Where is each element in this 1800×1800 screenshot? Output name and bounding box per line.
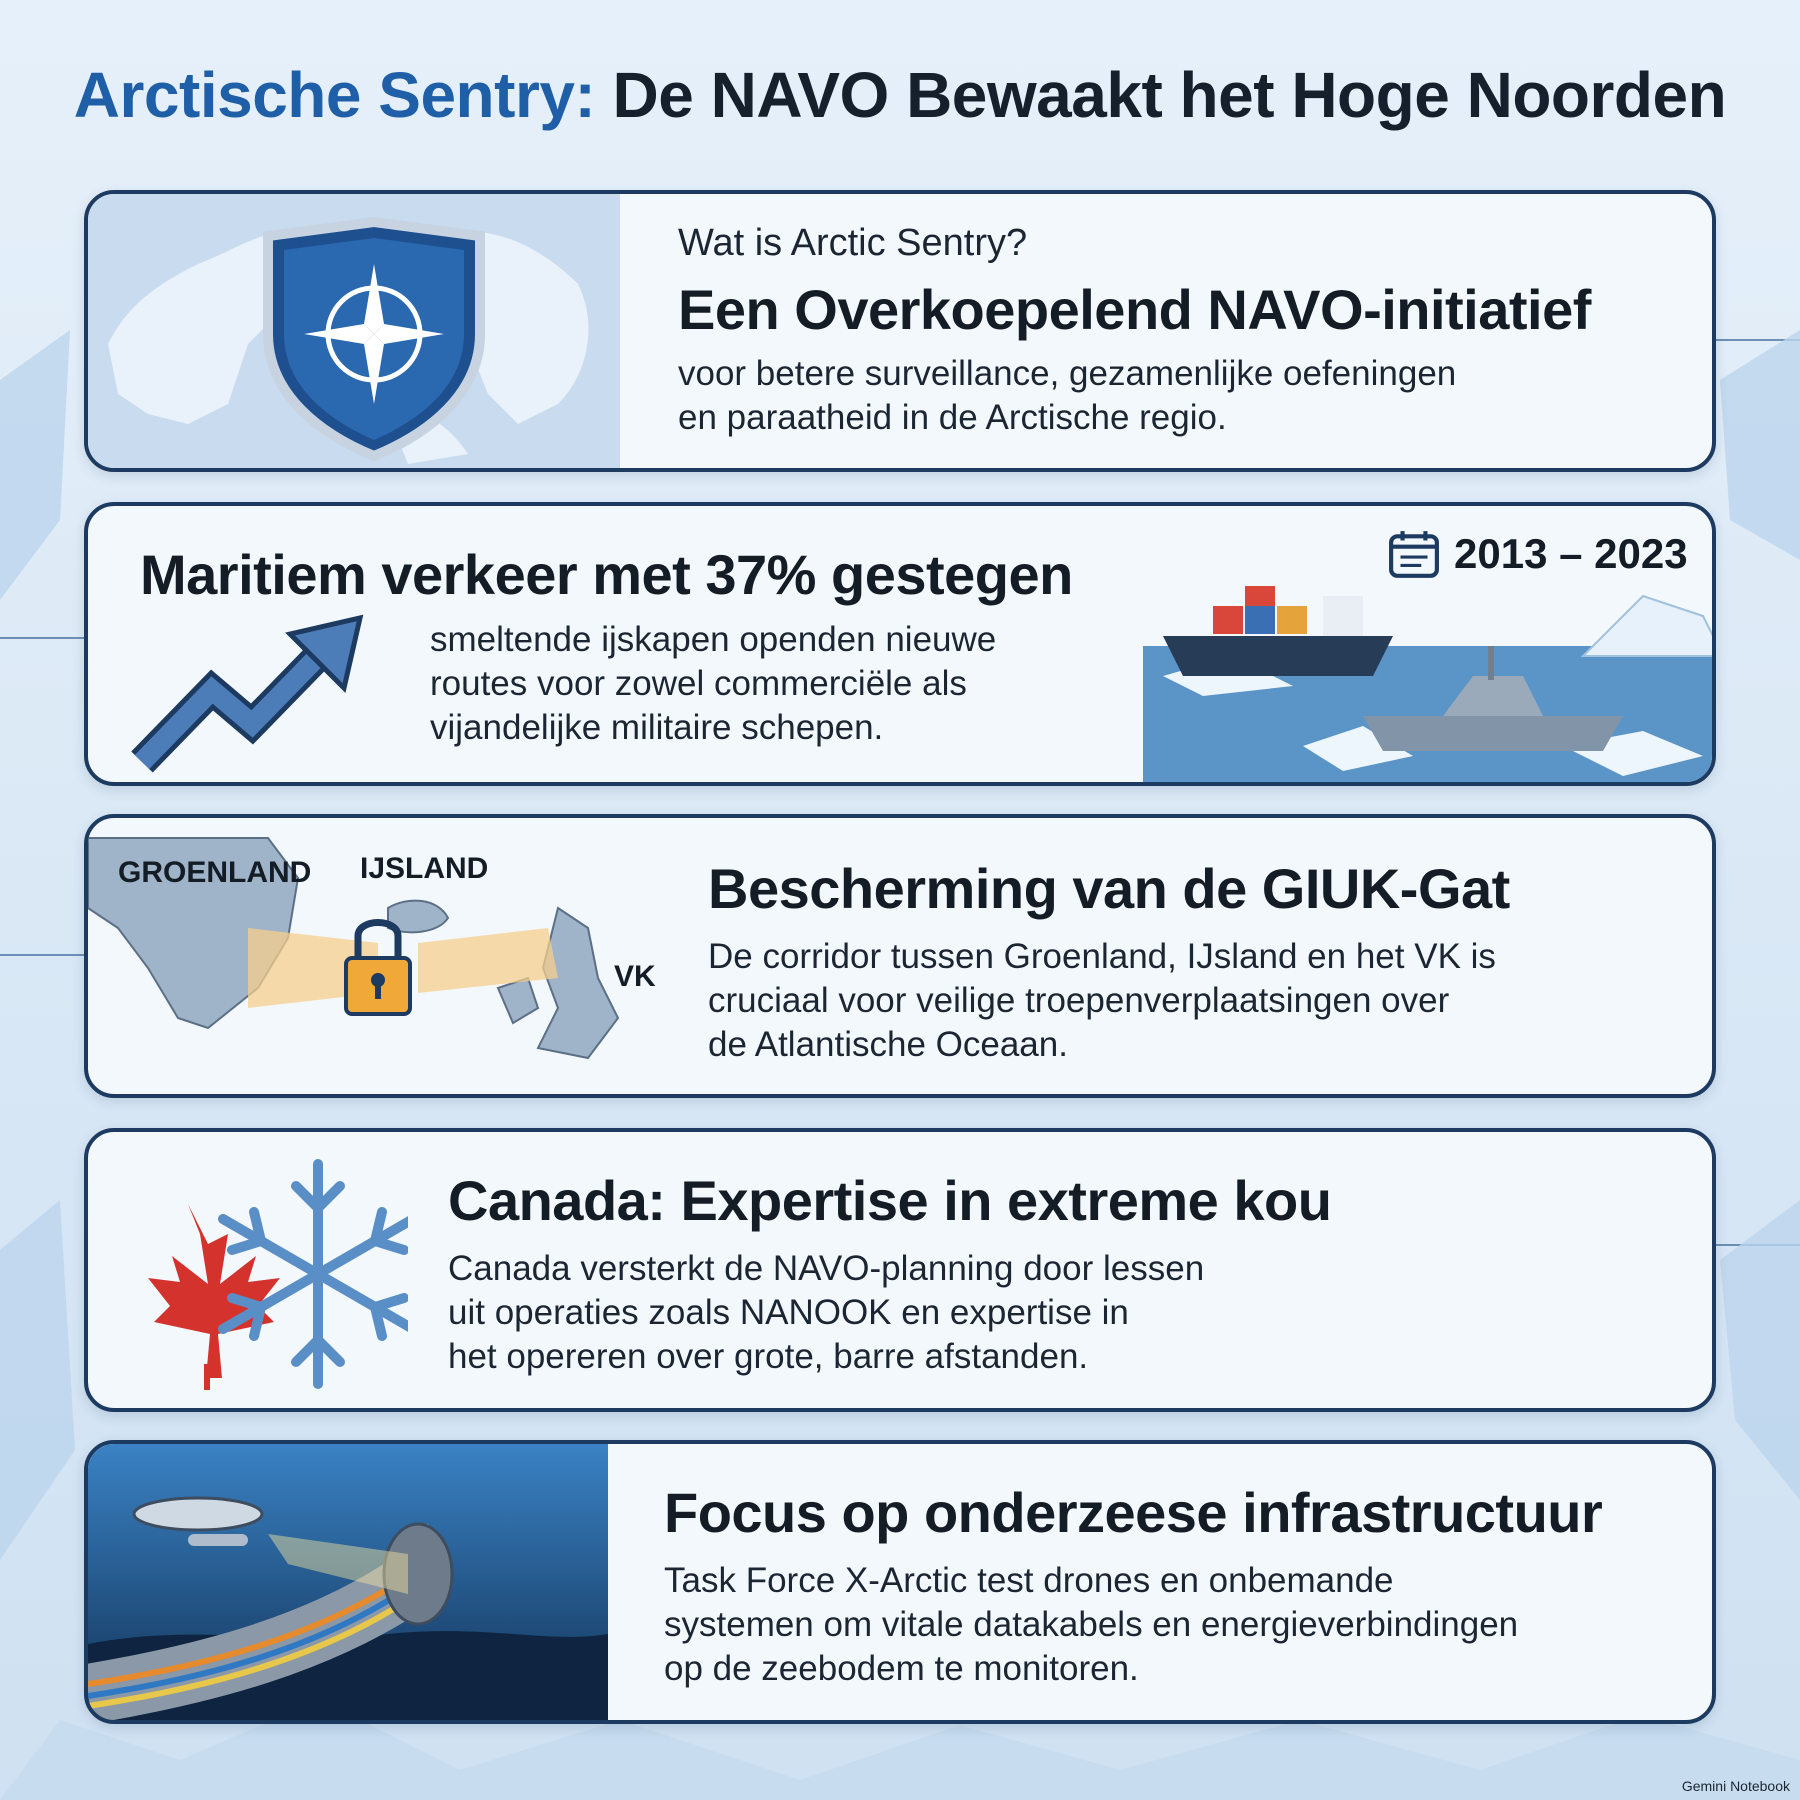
date-range: 2013 – 2023 <box>1454 530 1688 577</box>
card-body-line: systemen om vitale datakabels en energieverbindingen <box>664 1604 1519 1644</box>
card-body-line: het opereren over grote, barre afstanden. <box>448 1336 1089 1376</box>
card-maritime-traffic <box>84 502 1716 786</box>
nato-shield-icon <box>88 194 620 468</box>
card-canada-expertise <box>84 1128 1716 1412</box>
map-label-iceland: IJSLAND <box>360 852 489 885</box>
card-heading: Maritiem verkeer met 37% gestegen <box>140 543 1073 606</box>
card-body-line: Canada versterkt de NAVO-planning door lessen <box>448 1249 1205 1288</box>
card-heading: Focus op onderzeese infrastructuur <box>664 1481 1603 1544</box>
title-main: De NAVO Bewaakt het Hoge Noorden <box>612 59 1727 131</box>
card-body-line: vijandelijke militaire schepen. <box>430 707 884 747</box>
calendar-icon <box>1388 528 1440 580</box>
card-heading: Bescherming van de GIUK-Gat <box>708 857 1510 920</box>
card-body-line: op de zeebodem te monitoren. <box>664 1648 1139 1688</box>
card-eyebrow: Wat is Arctic Sentry? <box>678 222 1028 264</box>
card-heading: Een Overkoepelend NAVO-initiatief <box>678 278 1591 341</box>
undersea-cable-drone-icon <box>88 1444 608 1720</box>
page-title <box>0 58 1800 132</box>
watermark: Gemini Notebook <box>1681 1778 1790 1794</box>
card-body-line: voor betere surveillance, gezamenlijke oefeningen <box>678 354 1457 393</box>
giuk-gap-map <box>88 818 668 1094</box>
card-giuk-gap <box>84 814 1716 1098</box>
card-undersea-infrastructure <box>84 1440 1716 1724</box>
card-body-line: cruciaal voor veilige troepenverplaatsingen over <box>708 980 1450 1020</box>
date-badge <box>1388 528 1688 580</box>
map-label-greenland: GROENLAND <box>118 856 312 889</box>
card-arctic-sentry <box>84 190 1716 472</box>
card-body-line: de Atlantische Oceaan. <box>708 1024 1068 1064</box>
card-body-line: uit operaties zoals NANOOK en expertise in <box>448 1292 1129 1332</box>
map-label-uk: VK <box>614 960 656 993</box>
card-body-line: Task Force X-Arctic test drones en onbemande <box>664 1561 1394 1600</box>
card-body-line: smeltende ijskapen openden nieuwe <box>430 620 997 659</box>
card-body-line: De corridor tussen Groenland, IJsland en het VK is <box>708 937 1496 976</box>
card-body-line: routes voor zowel commerciële als <box>430 663 967 703</box>
ships-in-ice-illustration <box>1143 586 1716 786</box>
trend-up-arrow-icon <box>128 612 368 782</box>
card-heading: Canada: Expertise in extreme kou <box>448 1169 1332 1232</box>
maple-leaf-snowflake-icon <box>128 1154 408 1394</box>
card-body-line: en paraatheid in de Arctische regio. <box>678 397 1227 437</box>
title-accent: Arctische Sentry: <box>73 59 596 131</box>
